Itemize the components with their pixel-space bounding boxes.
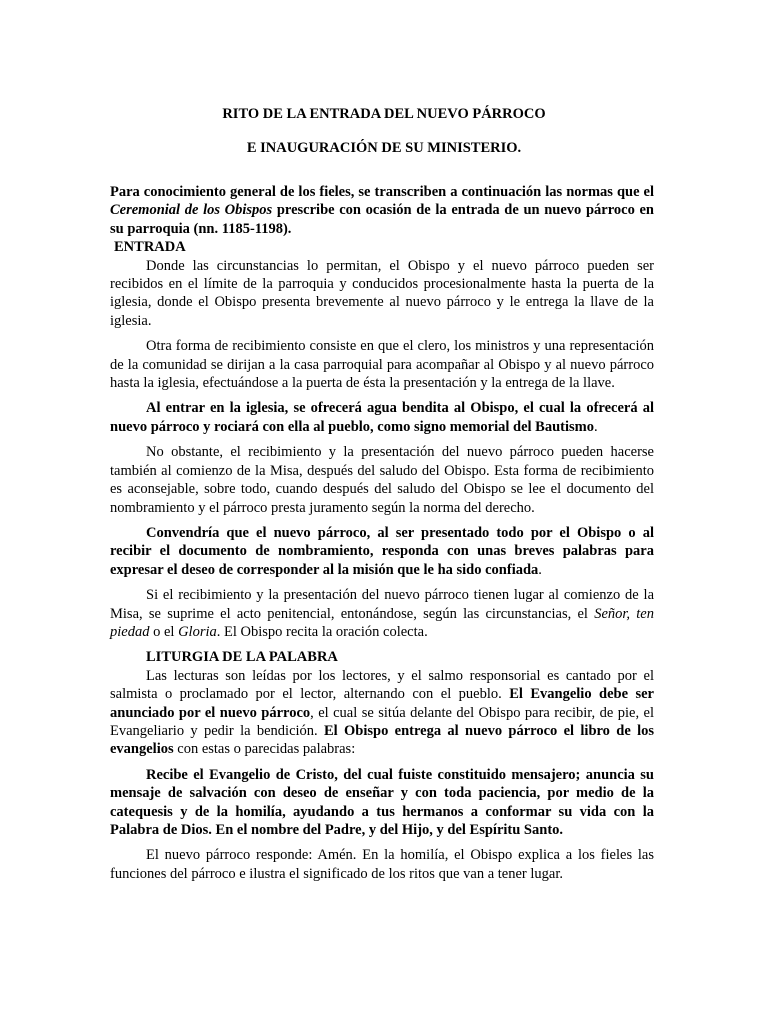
section-heading-liturgia: LITURGIA DE LA PALABRA [146,649,338,666]
paragraph-3-end: . [593,418,598,435]
paragraph-4: No obstante, el recibimiento y la presentación del nuevo párroco pueden hacerse también al comienzo de la Misa, después del saludo del Obispo. Esta forma de recibimiento es aconsejable, sobre todo, cuando después del saludo del Obispo se lee el documento del nombramiento y el párroco presta juramento según la norma del derecho. [110,444,654,516]
intro-text-a: Para conocimiento general de los fieles, se transcriben a continuación las normas que el [110,184,654,200]
paragraph-7-text-a: Las lecturas son leídas por los lectores, y el salmo responsorial es cantado por el salmista o proclamado por el lector, alternando con el pueblo. [110,667,654,703]
paragraph-5-bold: Convendría que el nuevo párroco, al ser presentado todo por el Obispo o al recibir el documento de nombramiento, responda con unas breves palabras para expresar el deseo de corresponder al la misión que le ha sido confiada [110,524,654,578]
paragraph-7-bold-evangelio: El Evangelio debe ser anunciado por el nuevo párroco [110,686,654,721]
paragraph-3 [110,399,654,436]
intro-ceremonial-title: Ceremonial de los Obispos [110,202,273,219]
paragraph-6-text-a: Si el recibimiento y la presentación del nuevo párroco tienen lugar al comienzo de la Misa, se suprime el acto penitencial, entonándose, según las circunstancias, el [110,587,654,622]
paragraph-8-formula: Recibe el Evangelio de Cristo, del cual fuiste constituido mensajero; anuncia su mensaje de salvación con deseo de enseñar y con toda paciencia, por medio de la catequesis y de la homilía, ayudando a tus hermanos a conformar su vida con la Palabra de Dios. En el nombre del Padre, y del Hijo, y del Espíritu Santo. [110,766,654,838]
paragraph-6 [110,586,654,641]
paragraph-6-senor-ten-piedad: Señor, ten piedad [110,605,654,640]
paragraph-6-text-c: o el [149,623,179,640]
paragraph-3-bold: Al entrar en la iglesia, se ofrecerá agua bendita al Obispo, el cual la ofrecerá al nuevo párroco y rociará con ella al pueblo, como signo memorial del Bautismo [110,400,654,435]
paragraph-9: El nuevo párroco responde: Amén. En la homilía, el Obispo explica a los fieles las funciones del párroco e ilustra el significado de los ritos que van a tener lugar. [110,847,654,882]
paragraph-7 [110,667,654,759]
paragraph-6-gloria: Gloria [178,623,217,640]
document-title: RITO DE LA ENTRADA DEL NUEVO PÁRROCO [222,106,546,122]
paragraph-6-text-e: . El Obispo recita la oración colecta. [216,623,428,640]
document-subtitle: E INAUGURACIÓN DE SU MINISTERIO. [246,140,522,156]
intro-text-c: prescribe con ocasión de la entrada de un nuevo párroco en su parroquia (nn. 1185-1198). [110,202,654,237]
paragraph-7-text-e: con estas o parecidas palabras: [173,741,356,758]
section-heading-entrada: ENTRADA [114,239,186,256]
paragraph-7-text-c: , el cual se sitúa delante del Obispo para recibir, de pie, el Evangeliario y pedir la bendición. [110,704,654,739]
document-body [110,183,654,890]
paragraph-2: Otra forma de recibimiento consiste en que el clero, los ministros y una representación de la comunidad se dirijan a la casa parroquial para acompañar al Obispo y al nuevo párroco hasta la iglesia, efectuándose a la puerta de ésta la presentación y la entrega de la llave. [110,338,654,392]
intro-paragraph [110,183,654,238]
paragraph-7-bold-obispo: El Obispo entrega al nuevo párroco el libro de los evangelios [110,722,654,758]
paragraph-1: Donde las circunstancias lo permitan, el Obispo y el nuevo párroco pueden ser recibidos en el límite de la parroquia y conducidos procesionalmente hasta la puerta de la iglesia, donde el Obispo presenta brevemente al nuevo párroco y le entrega la llave de la iglesia. [110,257,654,329]
paragraph-5 [110,524,654,579]
paragraph-5-end: . [538,561,542,578]
